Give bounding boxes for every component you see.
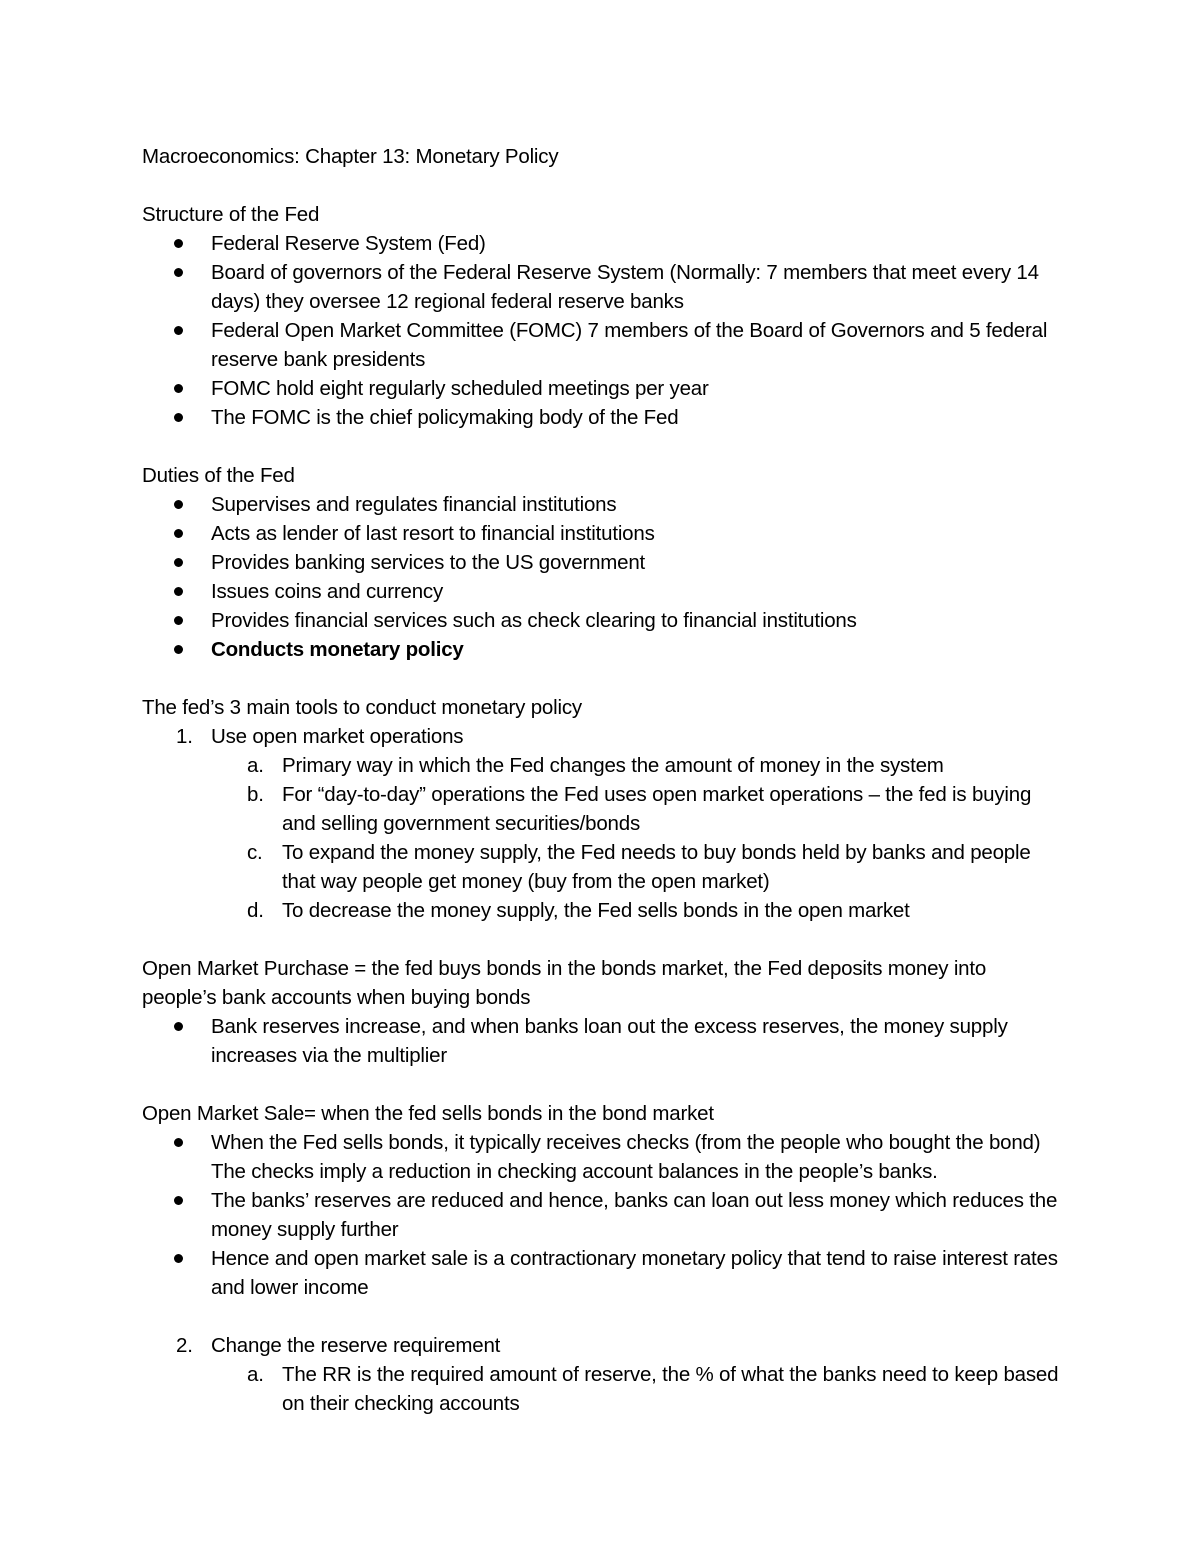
list-item: Supervises and regulates financial institutions	[142, 490, 1062, 519]
list-item: Hence and open market sale is a contractionary monetary policy that tend to raise interest rates and lower income	[142, 1244, 1062, 1302]
open-market-purchase-paragraph: Open Market Purchase = the fed buys bonds in the bonds market, the Fed deposits money into people’s bank accounts when buying bonds	[142, 957, 987, 1009]
lettered-item: d. To decrease the money supply, the Fed sells bonds in the open market	[142, 896, 1062, 925]
bullet-icon	[174, 239, 183, 248]
bullet-icon	[174, 326, 183, 335]
list-item: The banks’ reserves are reduced and hence, banks can loan out less money which reduces the money supply further	[142, 1186, 1062, 1244]
list-item: Issues coins and currency	[142, 577, 1062, 606]
list-item: Bank reserves increase, and when banks loan out the excess reserves, the money supply increases via the multiplier	[142, 1012, 1062, 1070]
list-item: Acts as lender of last resort to financial institutions	[142, 519, 1062, 548]
list-item: The FOMC is the chief policymaking body of the Fed	[142, 403, 1062, 432]
section-heading-tools: The fed’s 3 main tools to conduct monetary policy	[142, 696, 582, 719]
bullet-icon	[174, 645, 183, 654]
lettered-item: b. For “day-to-day” operations the Fed uses open market operations – the fed is buying and selling government securities/bonds	[142, 780, 1062, 838]
list-item: FOMC hold eight regularly scheduled meetings per year	[142, 374, 1062, 403]
list-item: Provides financial services such as check clearing to financial institutions	[142, 606, 1062, 635]
list-marker: 1.	[176, 725, 193, 748]
bullet-icon	[174, 587, 183, 596]
list-marker: 2.	[176, 1334, 193, 1357]
bullet-icon	[174, 384, 183, 393]
section-heading-duties: Duties of the Fed	[142, 464, 295, 487]
bullet-icon	[174, 1138, 183, 1147]
bullet-icon	[174, 1196, 183, 1205]
numbered-item-1: 1. Use open market operations	[142, 722, 1062, 751]
list-item: Federal Open Market Committee (FOMC) 7 members of the Board of Governors and 5 federal reserve bank presidents	[142, 316, 1062, 374]
section-heading-structure: Structure of the Fed	[142, 203, 320, 226]
list-item-emphasis: Conducts monetary policy	[142, 635, 1062, 664]
document-title: Macroeconomics: Chapter 13: Monetary Policy	[142, 145, 559, 168]
document-content	[142, 142, 1062, 1418]
open-market-sale-paragraph: Open Market Sale= when the fed sells bonds in the bond market	[142, 1102, 714, 1125]
lettered-item: a. The RR is the required amount of reserve, the % of what the banks need to keep based on their checking accounts	[142, 1360, 1062, 1418]
list-marker: a.	[247, 1363, 264, 1386]
bullet-icon	[174, 616, 183, 625]
bullet-icon	[174, 1254, 183, 1263]
bullet-icon	[174, 500, 183, 509]
bullet-icon	[174, 558, 183, 567]
list-item: Board of governors of the Federal Reserve System (Normally: 7 members that meet every 14 days) they oversee 12 regional federal reserve banks	[142, 258, 1062, 316]
list-item: Provides banking services to the US government	[142, 548, 1062, 577]
bullet-icon	[174, 529, 183, 538]
list-item: When the Fed sells bonds, it typically receives checks (from the people who bought the bond) The checks imply a reduction in checking account balances in the people’s banks.	[142, 1128, 1062, 1186]
list-item: Federal Reserve System (Fed)	[142, 229, 1062, 258]
bullet-icon	[174, 1022, 183, 1031]
bullet-icon	[174, 268, 183, 277]
list-marker: c.	[247, 841, 263, 864]
list-marker: a.	[247, 754, 264, 777]
list-marker: b.	[247, 783, 264, 806]
list-marker: d.	[247, 899, 264, 922]
lettered-item: c. To expand the money supply, the Fed needs to buy bonds held by banks and people that way people get money (buy from the open market)	[142, 838, 1062, 896]
lettered-item: a. Primary way in which the Fed changes the amount of money in the system	[142, 751, 1062, 780]
numbered-item-2: 2. Change the reserve requirement	[142, 1331, 1062, 1360]
bullet-icon	[174, 413, 183, 422]
